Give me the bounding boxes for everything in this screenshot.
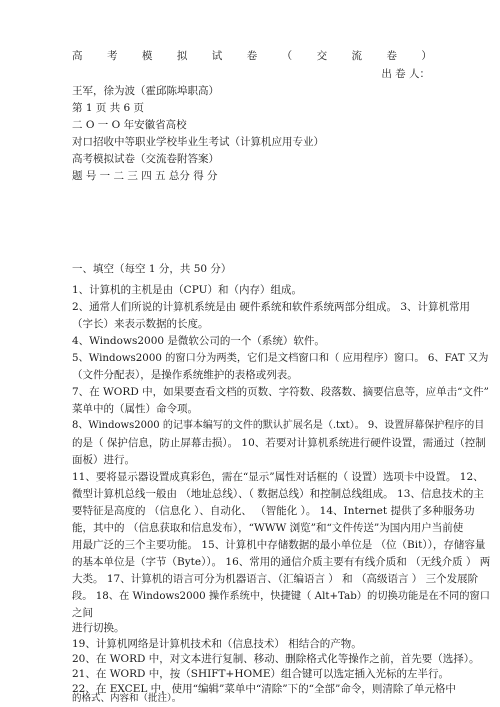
exam-name: 对口招收中等职业学校毕业生考试（计算机应用专业）: [72, 136, 324, 148]
question-line: 21、在 WORD 中，按（SHIFT+HOME）组合键可以选定插入光标的左半行。: [72, 668, 450, 680]
authors: 王军，徐为波（霍邱陈埠职高）: [72, 85, 219, 97]
question-line: 微型计算机总线一般由 （地址总线）、（ 数据总线）和控制总线组成。 13、信息技术的主: [72, 488, 484, 500]
answer-key-title: 高考模拟试卷（交流卷附答案）: [72, 153, 219, 165]
question-line: 8、Windows2000 的记事本编写的文件的默认扩展名是（.txt）。 9、设置屏幕保护程序的目: [72, 420, 485, 431]
question-line: 5、Windows2000 的窗口分为两类，它们是文档窗口和（ 应用程序）窗口。 6、FAT 又为: [72, 352, 489, 364]
question-line: 4、Windows2000 是微软公司的一个（系统）软件。: [72, 335, 325, 347]
title-char: （: [281, 50, 293, 62]
title-char: 卷: [386, 50, 397, 62]
section-heading: 一、填空（每空 1 分，共 50 分）: [72, 263, 232, 275]
question-line: 菜单中的（属性）命令项。: [72, 403, 198, 415]
author-label: 出 卷 人：: [381, 68, 430, 80]
score-table-header: 题 号 一 二 三 四 五 总分 得 分: [72, 170, 218, 182]
question-line: 22、在 EXCEL 中，使用“编辑”菜单中“清除”下的“全部”命令，则清除了单元格中: [72, 683, 456, 695]
question-line: 7、在 WORD 中，如果要查看文档的页数、字符数、段落数、摘要信息等，应单击“文件”: [72, 386, 489, 398]
title-char: 交: [316, 50, 328, 62]
title-char: 试: [211, 50, 223, 62]
question-line: 2、通常人们所说的计算机系统是由 硬件系统和软件系统两部分组成。 3、计算机常用: [72, 301, 471, 313]
question-line: 要特征是高度的 （信息化 ）、自动化、 （智能化 ）。 14、Internet 提供了多种服务功: [72, 505, 475, 517]
title-char: 模: [141, 50, 153, 62]
question-line: 的基本单位是（字节（Byte））。 16、常用的通信介质主要有有线介质和 （无线介质 ） 两: [72, 556, 491, 568]
year-line: 二 O 一 O 年安徽省高校: [72, 119, 187, 131]
title-char: 流: [351, 50, 362, 62]
title-char: 考: [106, 50, 118, 62]
title-char: 高: [72, 50, 83, 62]
question-line: 1、计算机的主机是由（CPU）和（内存）组成。: [72, 284, 302, 296]
title-char: ）: [421, 50, 432, 62]
question-line: 的格式、内容和（批注）。: [72, 693, 182, 704]
question-line: 19、计算机网络是计算机技术和（信息技术） 相结合的产物。: [72, 638, 362, 650]
question-line: 用最广泛的三个主要功能。 15、计算机中存储数据的最小单位是 （位（Bit）），存储容量: [72, 539, 486, 551]
question-line: 11、要将显示器设置成真彩色，需在“显示”属性对话框的（ 设置）选项卡中设置。 12、: [72, 471, 484, 483]
question-line: 大类。 17、计算机的语言可分为机器语言、（汇编语言 ） 和 （高级语言 ） 三个发展阶: [72, 573, 479, 585]
question-line: （字长）来表示数据的长度。: [72, 318, 209, 330]
exam-title: [72, 48, 432, 63]
question-line: 能，其中的 （信息获取和信息发布），“WWW 浏览”和“文件传送”为国内用户当前使: [72, 522, 464, 534]
question-line: 进行切换。: [72, 622, 125, 634]
question-line: 20、在 WORD 中，对文本进行复制、移动、删除格式化等操作之前，首先要（选择）。: [72, 653, 480, 665]
question-line: 面板）进行。: [72, 454, 135, 466]
question-line: 段。 18、在 Windows2000 操作系统中，快捷键（ Alt+Tab）的切换功能是在不同的窗口: [72, 590, 491, 602]
title-char: 拟: [176, 50, 188, 62]
question-line: （文件分配表），是操作系统维护的表格或列表。: [72, 369, 298, 381]
question-line: 之间: [72, 607, 93, 619]
question-line: 的是（ 保护信息，防止屏幕击损）。 10、若要对计算机系统进行硬件设置，需通过（控制: [72, 437, 486, 449]
title-char: 卷: [246, 50, 258, 62]
page-info: 第 1 页 共 6 页: [72, 102, 145, 114]
